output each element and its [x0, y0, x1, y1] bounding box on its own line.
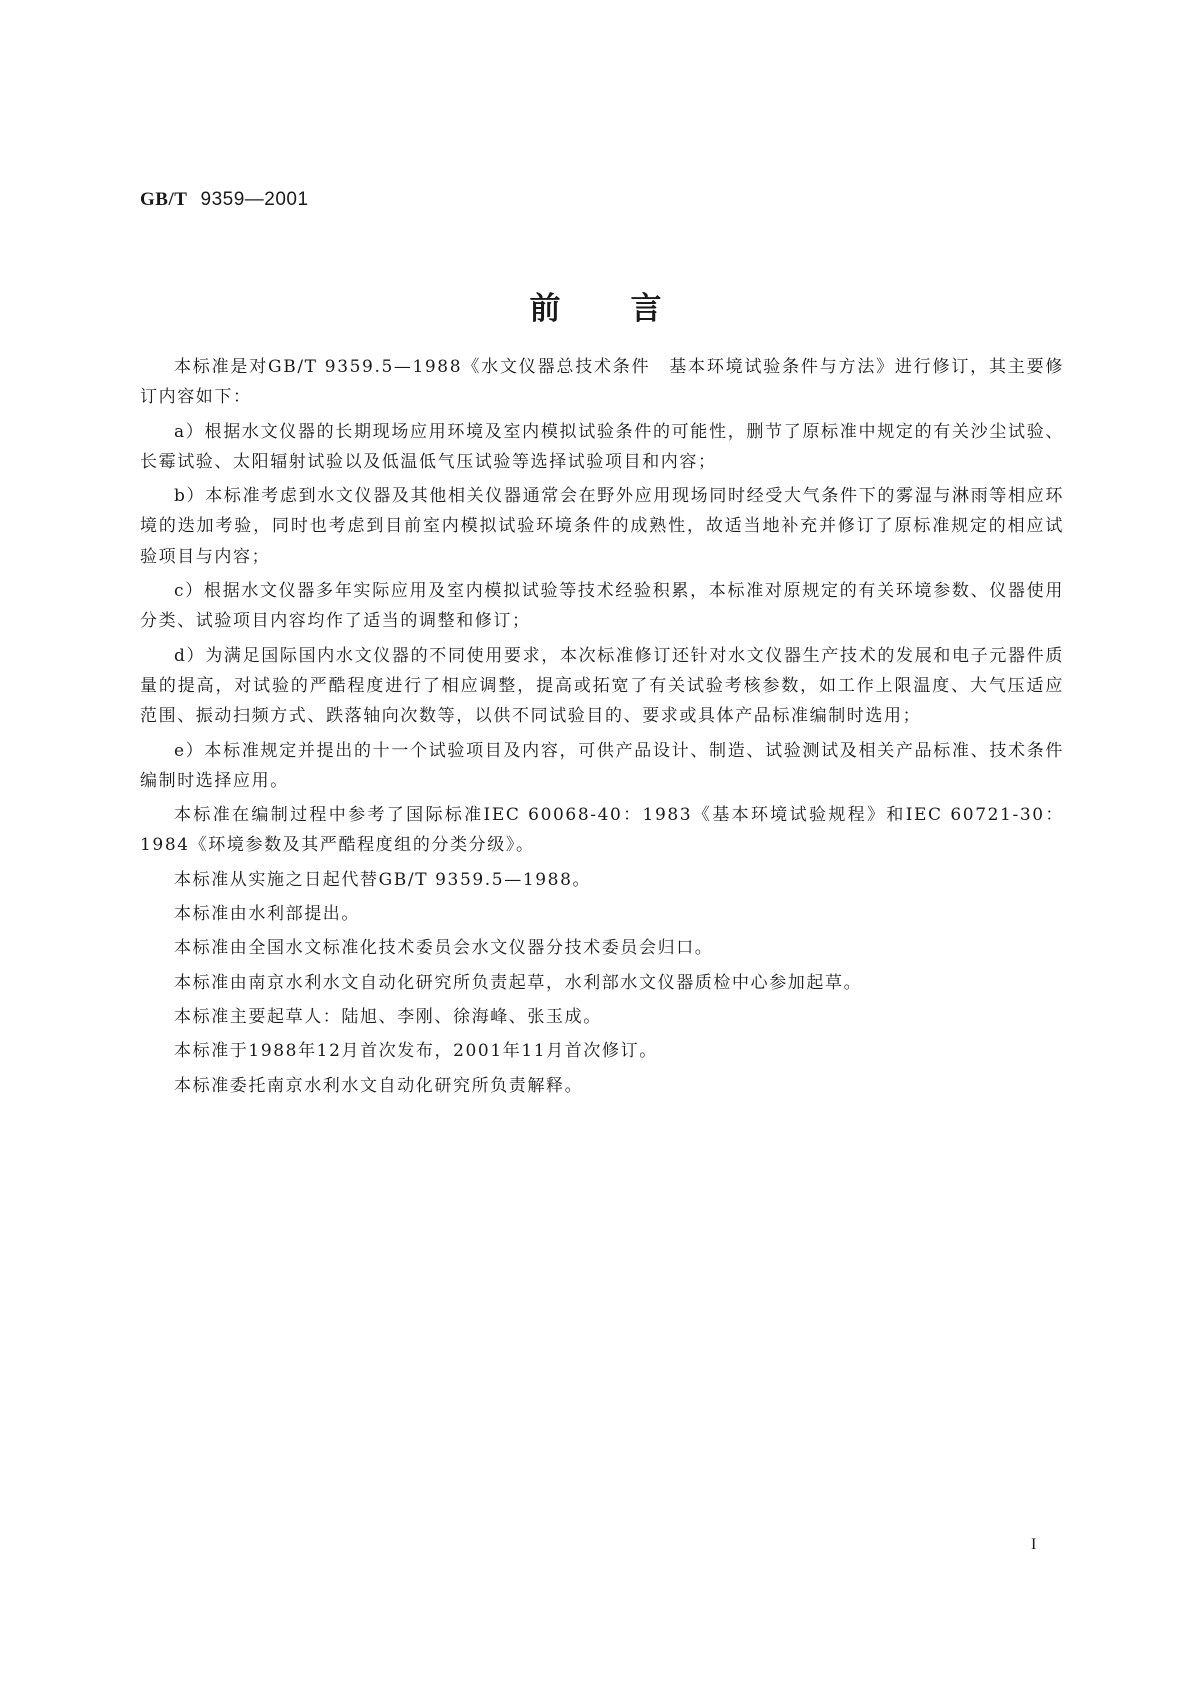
paragraph-drafters: 本标准主要起草人：陆旭、李刚、徐海峰、张玉成。	[174, 1006, 602, 1027]
paragraph-item-e: e）本标准规定并提出的十一个试验项目及内容，可供产品设计、制造、试验测试及相关产品标准、技术条件编制时选择应用。	[140, 740, 1064, 791]
paragraph-centralized-by: 本标准由全国水文标准化技术委员会水文仪器分技术委员会归口。	[174, 938, 714, 959]
standard-number: 9359—2001	[200, 189, 309, 210]
paragraph-item-a: a）根据水文仪器的长期现场应用环境及室内模拟试验条件的可能性，删节了原标准中规定的有关沙尘试验、长霉试验、太阳辐射试验以及低温低气压试验等选择试验项目和内容；	[140, 421, 1064, 472]
paragraph-intro: 本标准是对GB/T 9359.5—1988《水文仪器总技术条件 基本环境试验条件与方法》进行修订，其主要修订内容如下：	[140, 357, 1064, 408]
paragraph-proposed-by: 本标准由水利部提出。	[174, 904, 360, 925]
paragraph-item-b: b）本标准考虑到水文仪器及其他相关仪器通常会在野外应用现场同时经受大气条件下的雾湿与淋雨等相应环境的迭加考验，同时也考虑到目前室内模拟试验环境条件的成熟性，故适当地补充并修订了原标准规定的相应试验项目与内容；	[140, 486, 1064, 567]
foreword-body	[140, 352, 1064, 1105]
paragraph-item-d: d）为满足国际国内水文仪器的不同使用要求，本次标准修订还针对水文仪器生产技术的发展和电子元器件质量的提高，对试验的严酷程度进行了相应调整，提高或拓宽了有关试验考核参数，如工作上限温度、大气压适应范围、振动扫频方式、跌落轴向次数等，以供不同试验目的、要求或具体产品标准编制时选用；	[140, 645, 1064, 727]
standard-prefix: GB/T	[140, 189, 188, 210]
paragraph-history: 本标准于1988年12月首次发布，2001年11月首次修订。	[174, 1041, 658, 1062]
page-number: I	[1031, 1536, 1037, 1553]
page-title: 前言	[529, 291, 732, 327]
paragraph-replaces: 本标准从实施之日起代替GB/T 9359.5—1988。	[174, 869, 592, 890]
paragraph-references: 本标准在编制过程中参考了国际标准IEC 60068-40：1983《基本环境试验规程》和IEC 60721-30：1984《环境参数及其严酷程度组的分类分级》。	[140, 805, 1064, 856]
standard-code	[140, 188, 309, 211]
paragraph-interpretation: 本标准委托南京水利水文自动化研究所负责解释。	[174, 1075, 584, 1096]
paragraph-item-c: c）根据水文仪器多年实际应用及室内模拟试验等技术经验积累，本标准对原规定的有关环境参数、仪器使用分类、试验项目内容均作了适当的调整和修订；	[140, 581, 1064, 632]
paragraph-drafted-by: 本标准由南京水利水文自动化研究所负责起草，水利部水文仪器质检中心参加起草。	[174, 972, 863, 993]
